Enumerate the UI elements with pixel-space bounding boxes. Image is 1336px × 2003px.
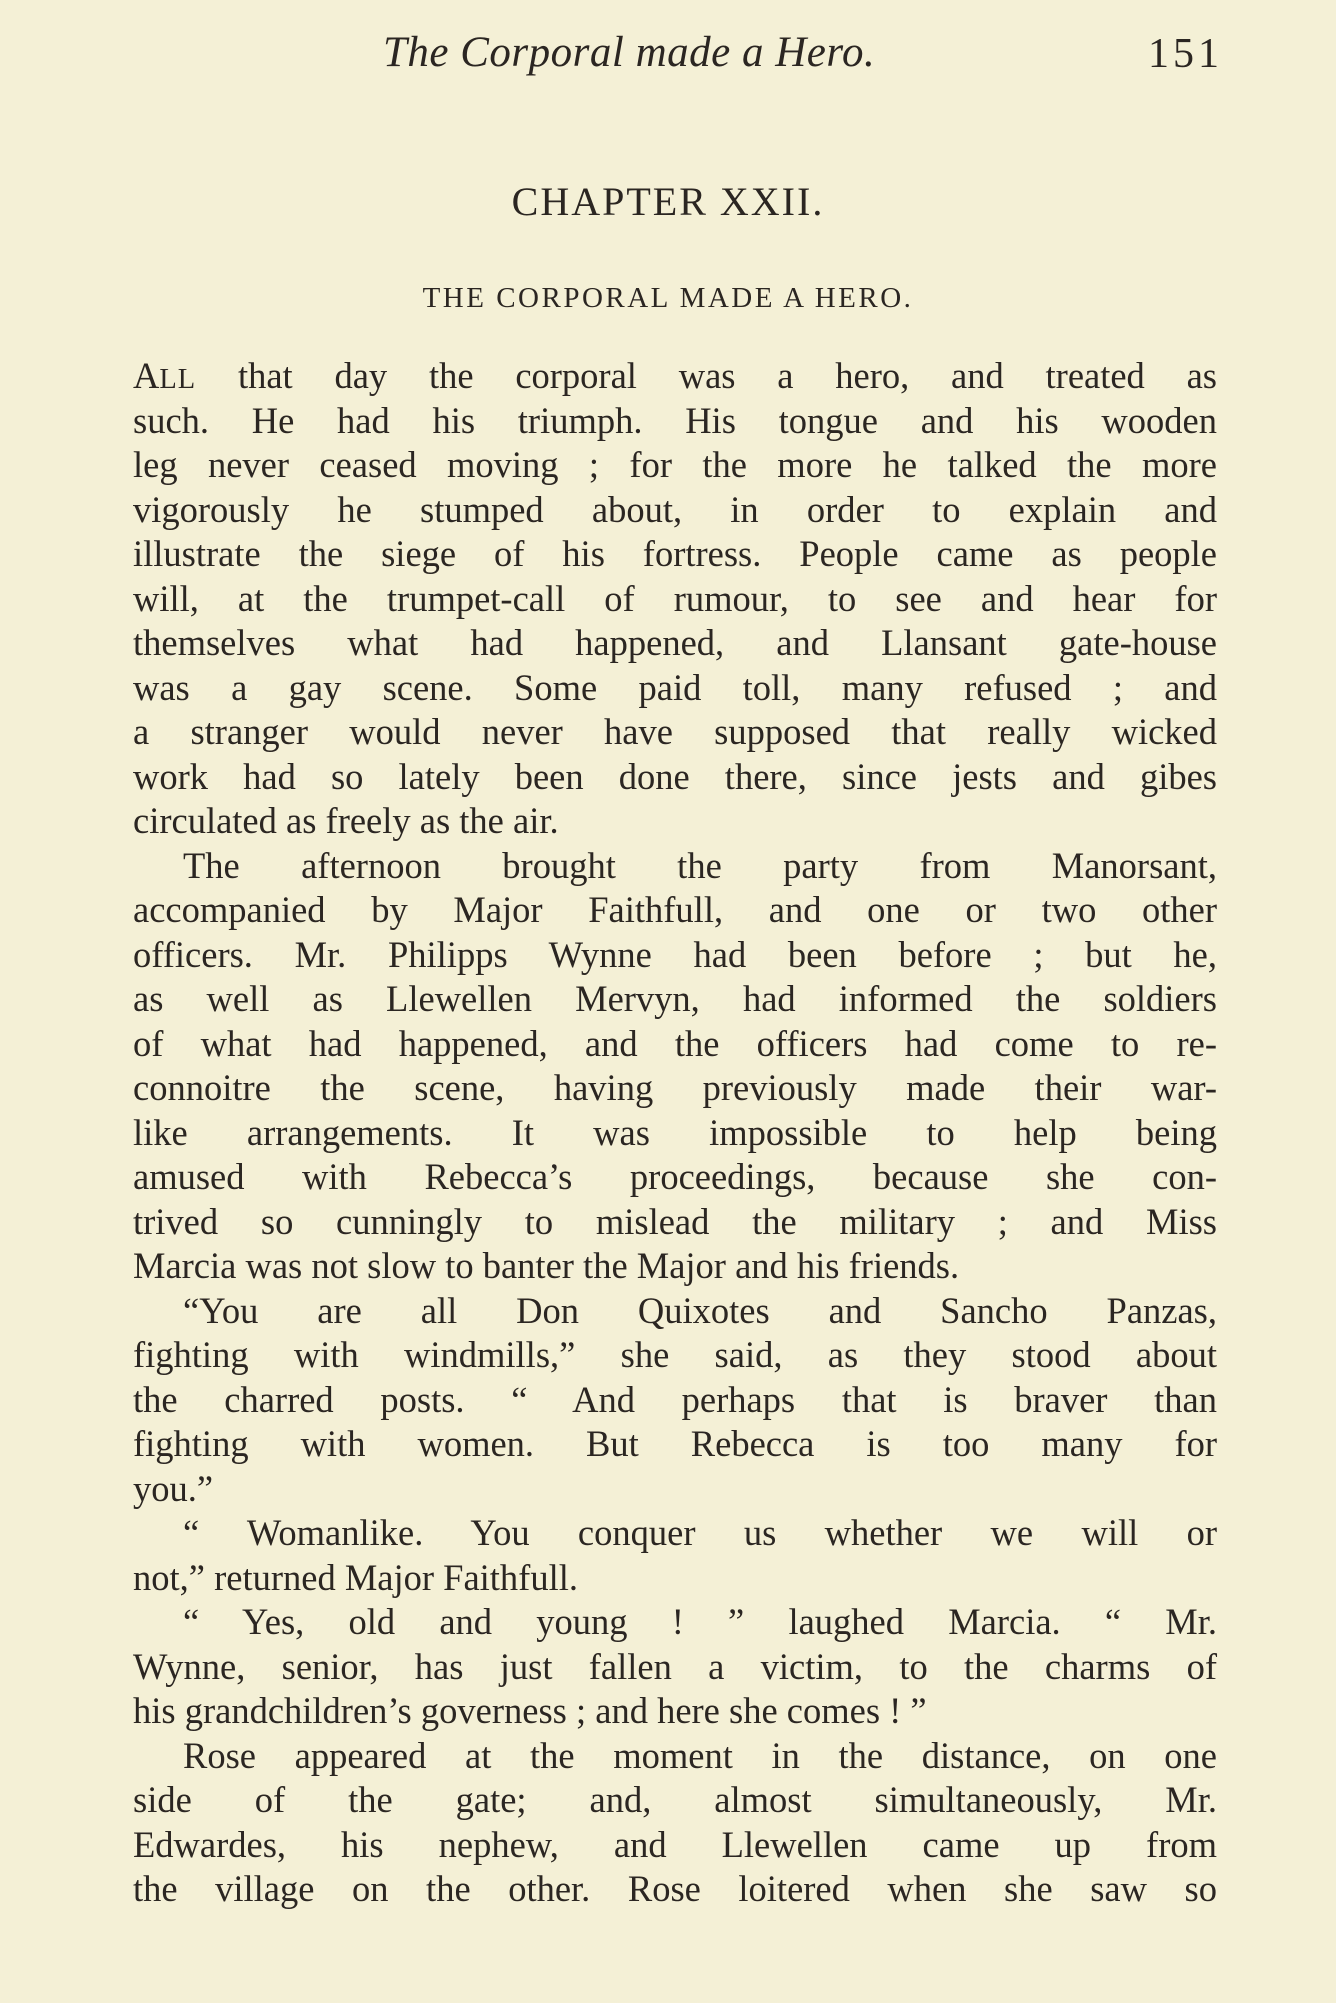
text-line (133, 488, 1217, 533)
text-line-content: illustrate the siege of his fortress. People came as people (133, 533, 1217, 574)
text-line (133, 577, 1217, 622)
text-line-content: of what had happened, and the officers had come to re- (133, 1022, 1217, 1064)
text-line (133, 1778, 1217, 1823)
text-line (133, 1289, 1217, 1334)
text-line (133, 1689, 1217, 1734)
text-line-content: fighting with women. But Rebecca is too many for (133, 1423, 1217, 1464)
text-line-content: that day the corporal was a hero, and treated as (237, 355, 1218, 396)
text-line-content: themselves what had happened, and Llansant gate-house (133, 622, 1217, 663)
text-line (133, 1867, 1217, 1912)
text-line (133, 710, 1217, 755)
body-text (133, 354, 1217, 1912)
text-line-content: leg never ceased moving ; for the more he talked the more (133, 444, 1217, 485)
text-line-content: you.” (133, 1467, 214, 1509)
text-line-content: “ Yes, old and young ! ” laughed Marcia. “ Mr. (183, 1601, 1217, 1642)
text-line-content: amused with Rebecca’s proceedings, because she con- (133, 1156, 1217, 1197)
text-line-content: such. He had his triumph. His tongue and his wooden (133, 399, 1217, 441)
text-line (133, 933, 1217, 978)
text-line-content: accompanied by Major Faithfull, and one or two other (133, 889, 1217, 930)
text-line (133, 532, 1217, 577)
text-line-content: Wynne, senior, has just fallen a victim, to the charms of (133, 1645, 1217, 1687)
opening-word: ALL (133, 355, 197, 396)
chapter-title: CHAPTER XXII. (511, 179, 825, 224)
text-line-content: Edwardes, his nephew, and Llewellen came up from (133, 1823, 1217, 1865)
text-line (133, 1823, 1217, 1868)
text-line-content: Marcia was not slow to banter the Major and his friends. (133, 1245, 960, 1286)
chapter-subtitle: THE CORPORAL MADE A HERO. (422, 282, 914, 314)
text-line-content: officers. Mr. Philipps Wynne had been before ; but he, (133, 933, 1217, 975)
text-line-content: his grandchildren’s governess ; and here she comes ! ” (133, 1690, 927, 1731)
text-line-content: “ Womanlike. You conquer us whether we will or (183, 1512, 1217, 1553)
text-line-content: “You are all Don Quixotes and Sancho Panzas, (183, 1289, 1217, 1331)
text-line (133, 799, 1217, 844)
text-line-content: circulated as freely as the air. (133, 800, 559, 841)
text-line (133, 1422, 1217, 1467)
text-line (133, 1511, 1217, 1556)
text-line (133, 1111, 1217, 1156)
text-line-content: vigorously he stumped about, in order to explain and (133, 488, 1217, 530)
text-line-content: as well as Llewellen Mervyn, had informed the soldiers (133, 978, 1217, 1019)
text-line (133, 844, 1217, 889)
text-line (133, 621, 1217, 666)
text-line-content: fighting with windmills,” she said, as they stood about (133, 1334, 1217, 1375)
text-line (133, 755, 1217, 800)
text-line (133, 1467, 1217, 1512)
text-line (133, 354, 1217, 399)
text-line (133, 1200, 1217, 1245)
text-line (133, 1066, 1217, 1111)
text-line (133, 1244, 1217, 1289)
text-line-content: was a gay scene. Some paid toll, many refused ; and (133, 666, 1217, 708)
text-line (133, 443, 1217, 488)
text-line-content: The afternoon brought the party from Manorsant, (183, 844, 1217, 886)
text-line (133, 1556, 1217, 1601)
text-line (133, 666, 1217, 711)
text-line (133, 1734, 1217, 1779)
text-line-content: not,” returned Major Faithfull. (133, 1556, 578, 1598)
text-line (133, 399, 1217, 444)
text-line (133, 1022, 1217, 1067)
text-line (133, 1378, 1217, 1423)
running-head (133, 22, 1223, 102)
text-line-content: like arrangements. It was impossible to help being (133, 1111, 1217, 1153)
text-line-content: side of the gate; and, almost simultaneously, Mr. (133, 1779, 1217, 1820)
text-line-content: the charred posts. “ And perhaps that is braver than (133, 1378, 1217, 1420)
text-line (133, 1600, 1217, 1645)
text-line (133, 977, 1217, 1022)
running-title: The Corporal made a Hero. (383, 29, 876, 76)
text-line (133, 888, 1217, 933)
text-line-content: Rose appeared at the moment in the distance, on one (183, 1734, 1217, 1776)
text-line-content: trived so cunningly to mislead the military ; and Miss (133, 1200, 1217, 1242)
text-line-content: work had so lately been done there, since jests and gibes (133, 755, 1217, 797)
page-number: 151 (1148, 31, 1223, 77)
text-line (133, 1333, 1217, 1378)
text-line-content: connoitre the scene, having previously made their war- (133, 1067, 1217, 1108)
text-line (133, 1155, 1217, 1200)
text-line-content: will, at the trumpet-call of rumour, to see and hear for (133, 577, 1217, 619)
text-line-content: a stranger would never have supposed that really wicked (133, 711, 1217, 752)
text-line (133, 1645, 1217, 1690)
text-line-content: the village on the other. Rose loitered when she saw so (133, 1868, 1217, 1909)
